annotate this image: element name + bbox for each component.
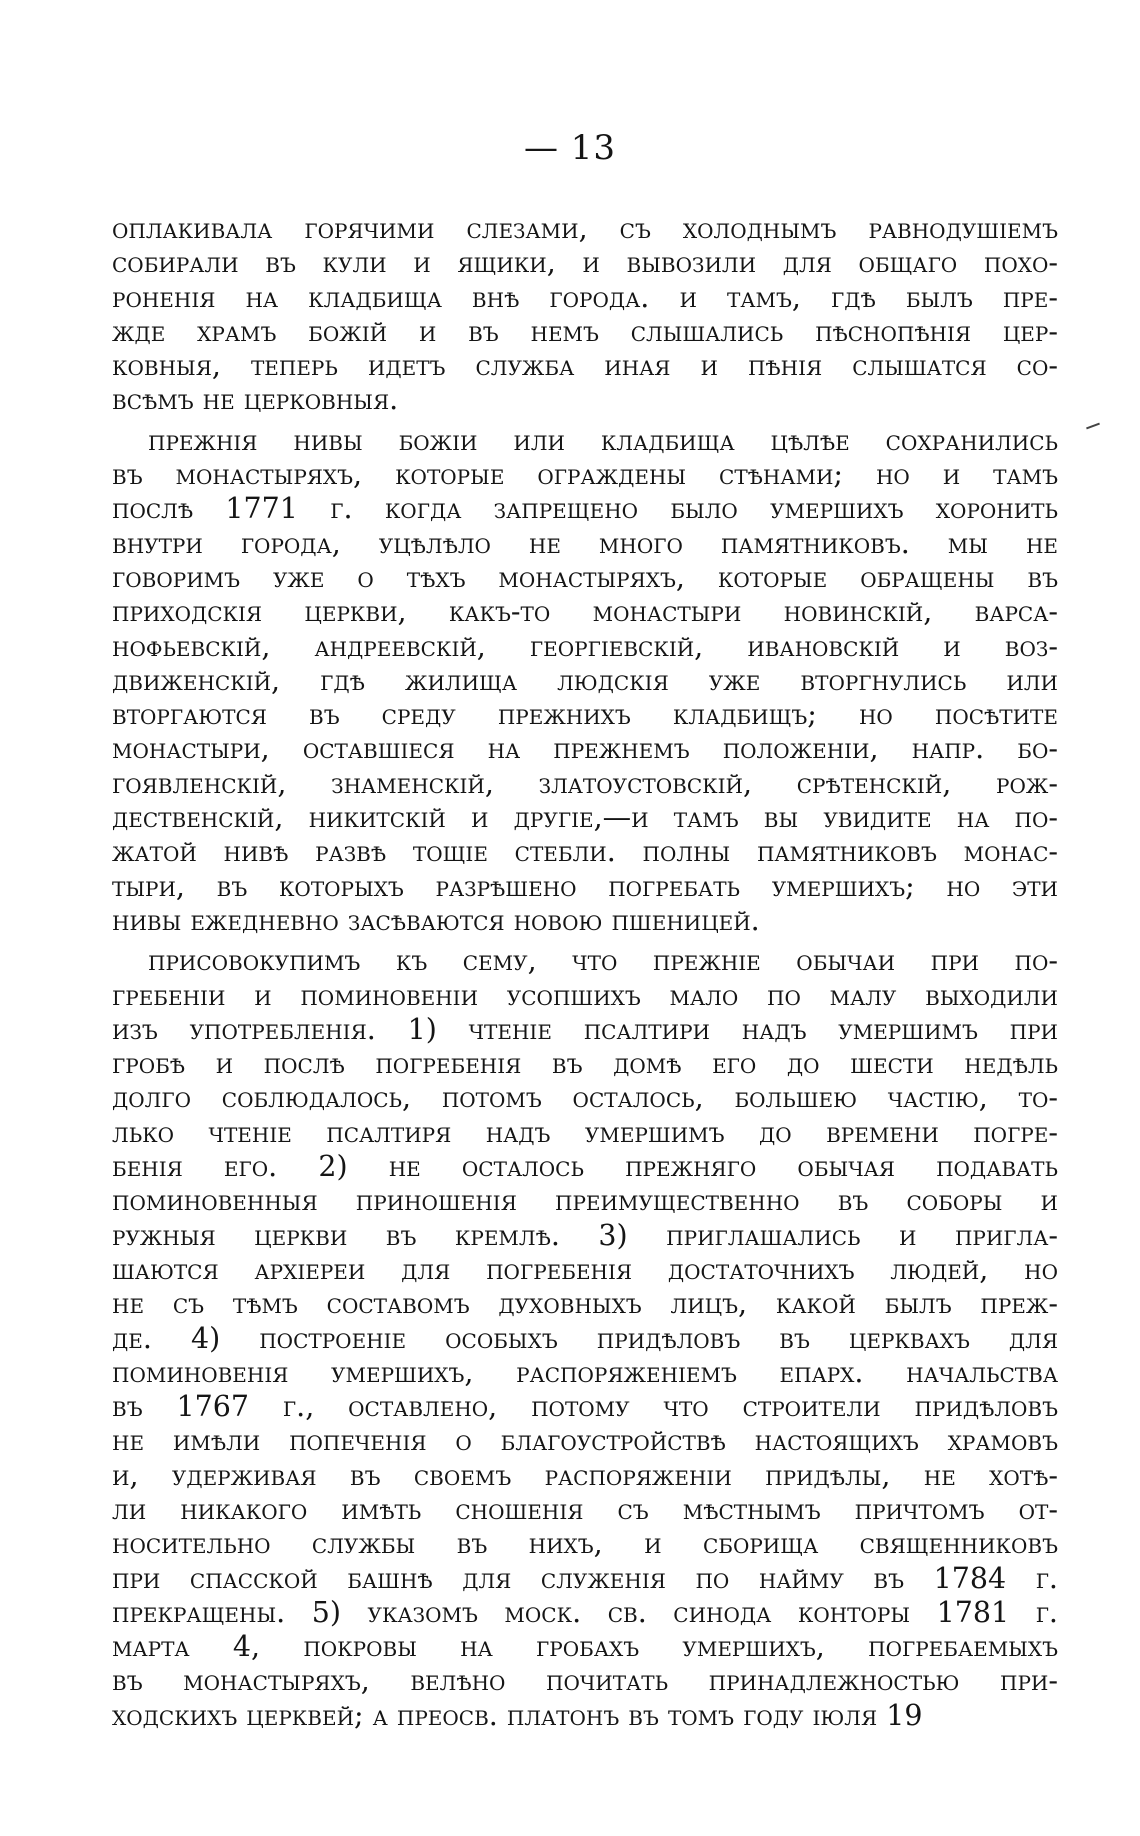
text-line: ружныя церкви въ кремлѣ. 3) приглашались и пригла- — [112, 1218, 1058, 1252]
text-line: нофьевскій, андреевскій, георгіевскій, ивановскій и воз- — [112, 629, 1058, 663]
text-line: нивы ежедневно засѣваются новою пшеницей. — [112, 903, 760, 937]
text-line: въ монастыряхъ, велѣно почитать принадлежностью при- — [112, 1664, 1058, 1698]
text-line: носительно службы въ нихъ, и сборища священниковъ — [112, 1527, 1058, 1561]
text-line: бенія его. 2) не осталось прежняго обычая подавать — [112, 1150, 1058, 1184]
margin-mark — [1086, 423, 1100, 430]
text-line: тыри, въ которыхъ разрѣшено погребать умершихъ; но эти — [112, 869, 1058, 903]
text-line: прежнія нивы божіи или кладбища цѣлѣе сохранились — [148, 423, 1058, 457]
text-line: дественскій, никитскій и другіе,—и тамъ вы увидите на по- — [112, 801, 1058, 835]
text-line: вторгаются въ среду прежнихъ кладбищъ; но посѣтите — [112, 698, 1058, 732]
text-line: внутри города, уцѣлѣло не много памятниковъ. мы не — [112, 526, 1058, 560]
text-line: жатой нивѣ развѣ тощіе стебли. полны памятниковъ монас- — [112, 835, 1058, 869]
text-line: движенскій, гдѣ жилища людскія уже вторгнулись или — [112, 663, 1058, 697]
text-line: шаются архіереи для погребенія достаточнихъ людей, но — [112, 1252, 1058, 1286]
text-line: приходскія церкви, какъ-то монастыри новинскій, варса- — [112, 595, 1058, 629]
text-line: де. 4) построеніе особыхъ придѣловъ въ церквахъ для — [112, 1321, 1058, 1355]
text-line: послѣ 1771 г. когда запрещено было умершихъ хоронить — [112, 492, 1058, 526]
text-line: говоримъ уже о тѣхъ монастыряхъ, которые обращены въ — [112, 560, 1058, 594]
body-text — [112, 212, 1058, 1733]
page-number: — 13 — [523, 128, 617, 168]
text-line: прекращены. 5) указомъ моск. св. синода конторы 1781 г. — [112, 1595, 1058, 1629]
text-line: поминовенныя приношенія преимущественно въ соборы и — [112, 1184, 1058, 1218]
text-line: и, удерживая въ своемъ распоряженіи придѣлы, не хотѣ- — [112, 1458, 1058, 1492]
text-line: не съ тѣмъ составомъ духовныхъ лицъ, какой былъ преж- — [112, 1287, 1058, 1321]
text-line: поминовенія умершихъ, распоряженіемъ епарх. начальства — [112, 1355, 1058, 1389]
paragraph — [112, 212, 1058, 418]
text-line: ли никакого имѣть сношенія съ мѣстнымъ причтомъ от- — [112, 1492, 1058, 1526]
text-line: не имѣли попеченія о благоустройствѣ настоящихъ храмовъ — [112, 1424, 1058, 1458]
paragraph — [112, 944, 1058, 1733]
text-line: ковныя, теперь идетъ служба иная и пѣнія слышатся со- — [112, 349, 1058, 383]
text-line: при спасской башнѣ для служенія по найму въ 1784 г. — [112, 1561, 1058, 1595]
text-line: всѣмъ не церковныя. — [112, 383, 399, 417]
text-line: гоявленскій, знаменскій, златоустовскій, срѣтенскій, рож- — [112, 766, 1058, 800]
text-line: въ монастыряхъ, которые ограждены стѣнами; но и тамъ — [112, 458, 1058, 492]
text-line: ходскихъ церквей; а преосв. платонъ въ томъ году іюля 19 — [112, 1698, 923, 1732]
text-line: марта 4, покровы на гробахъ умершихъ, погребаемыхъ — [112, 1630, 1058, 1664]
text-line: роненія на кладбища внѣ города. и тамъ, гдѣ былъ пре- — [112, 280, 1058, 314]
text-line: жде храмъ божій и въ немъ слышались пѣснопѣнія цер- — [112, 314, 1058, 348]
paragraph — [112, 424, 1058, 938]
text-line: въ 1767 г., оставлено, потому что строители придѣловъ — [112, 1390, 1058, 1424]
text-line: оплакивала горячими слезами, съ холоднымъ равнодушіемъ — [112, 212, 1058, 245]
text-line: долго соблюдалось, потомъ осталось, большею частію, то- — [112, 1081, 1058, 1115]
text-line: гребеніи и поминовеніи усопшихъ мало по малу выходили — [112, 978, 1058, 1012]
text-line: гробѣ и послѣ погребенія въ домѣ его до шести недѣль — [112, 1047, 1058, 1081]
text-line: монастыри, оставшіеся на прежнемъ положеніи, напр. бо- — [112, 732, 1058, 766]
text-line: лько чтеніе псалтиря надъ умершимъ до времени погре- — [112, 1115, 1058, 1149]
text-line: собирали въ кули и ящики, и вывозили для общаго похо- — [112, 246, 1058, 280]
text-line: присовокупимъ къ сему, что прежніе обычаи при по- — [148, 944, 1058, 978]
text-line: изъ употребленія. 1) чтеніе псалтири надъ умершимъ при — [112, 1012, 1058, 1046]
